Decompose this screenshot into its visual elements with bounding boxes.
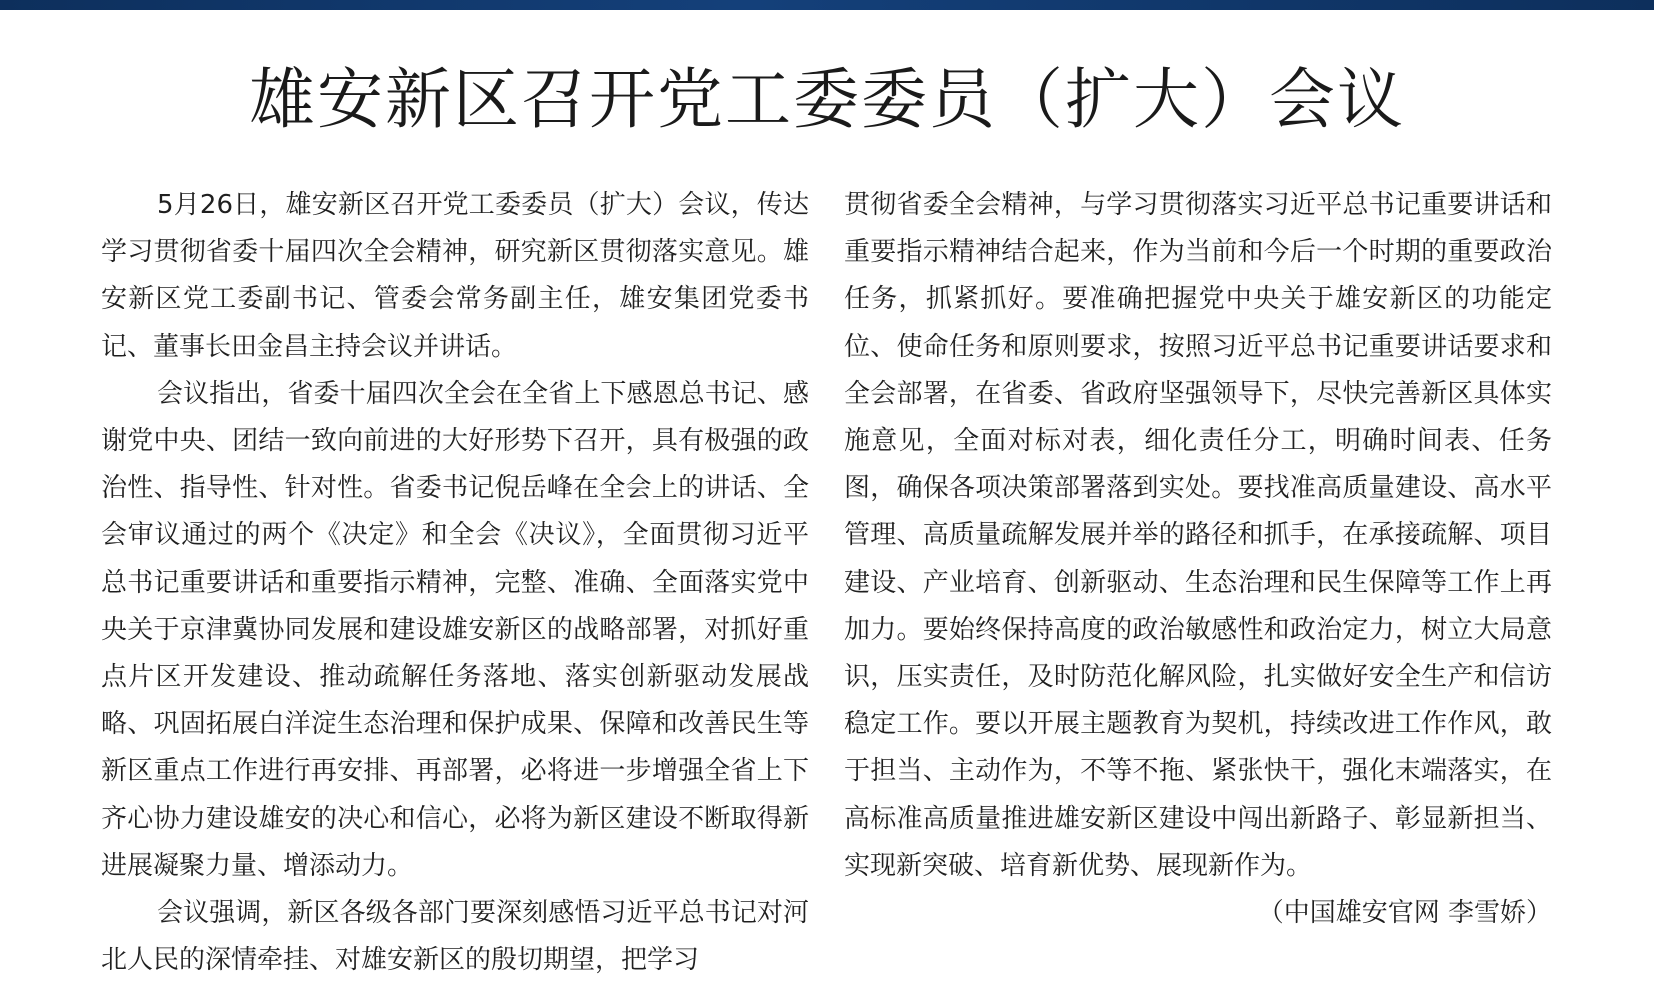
article-paragraph-3-start: 会议强调，新区各级各部门要深刻感悟习近平总书记对河北人民的深情牵挂、对雄安新区的殷切期望，把学习: [101, 898, 809, 976]
top-accent-bar: [0, 0, 1654, 10]
article-paragraph-3-continued: 贯彻省委全会精神，与学习贯彻落实习近平总书记重要讲话和重要指示精神结合起来，作为当前和今后一个时期的重要政治任务，抓紧抓好。要准确把握党中央关于雄安新区的功能定位、使命任务和原则要求，按照习近平总书记重要讲话要求和全会部署，在省委、省政府坚强领导下，尽快完善新区具体实施意见，全面对标对表，细化责任分工，明确时间表、任务图，确保各项决策部署落到实处。要找准高质量建设、高水平管理、高质量疏解发展并举的路径和抓手，在承接疏解、项目建设、产业培育、创新驱动、生态治理和民生保障等工作上再加力。要始终保持高度的政治敏感性和政治定力，树立大局意识，压实责任，及时防范化解风险，扎实做好安全生产和信访稳定工作。要以开展主题教育为契机，持续改进工作作风，敢于担当、主动作为，不等不拖、紧张快干，强化末端落实，在高标准高质量推进雄安新区建设中闯出新路子、彰显新担当、实现新突破、培育新优势、展现新作为。: [844, 190, 1552, 881]
article-paragraph-2: 会议指出，省委十届四次全会在全省上下感恩总书记、感谢党中央、团结一致向前进的大好形势下召开，具有极强的政治性、指导性、针对性。省委书记倪岳峰在全会上的讲话、全会审议通过的两个《决定》和全会《决议》，全面贯彻习近平总书记重要讲话和重要指示精神，完整、准确、全面落实党中央关于京津冀协同发展和建设雄安新区的战略部署，对抓好重点片区开发建设、推动疏解任务落地、落实创新驱动发展战略、巩固拓展白洋淀生态治理和保护成果、保障和改善民生等新区重点工作进行再安排、再部署，必将进一步增强全省上下齐心协力建设雄安的决心和信心，必将为新区建设不断取得新进展凝聚力量、增添动力。: [101, 378, 809, 881]
article-byline: （中国雄安官网 李雪娇）: [1257, 898, 1552, 929]
article-column-left: [101, 182, 809, 984]
article-title: 雄安新区召开党工委委员（扩大）会议: [249, 61, 1405, 138]
article-paragraph-1: 5月26日，雄安新区召开党工委委员（扩大）会议，传达学习贯彻省委十届四次全会精神，研究新区贯彻落实意见。雄安新区党工委副书记、管委会常务副主任，雄安集团党委书记、董事长田金昌主持会议并讲话。: [101, 190, 809, 362]
article-column-right: [844, 182, 1552, 937]
